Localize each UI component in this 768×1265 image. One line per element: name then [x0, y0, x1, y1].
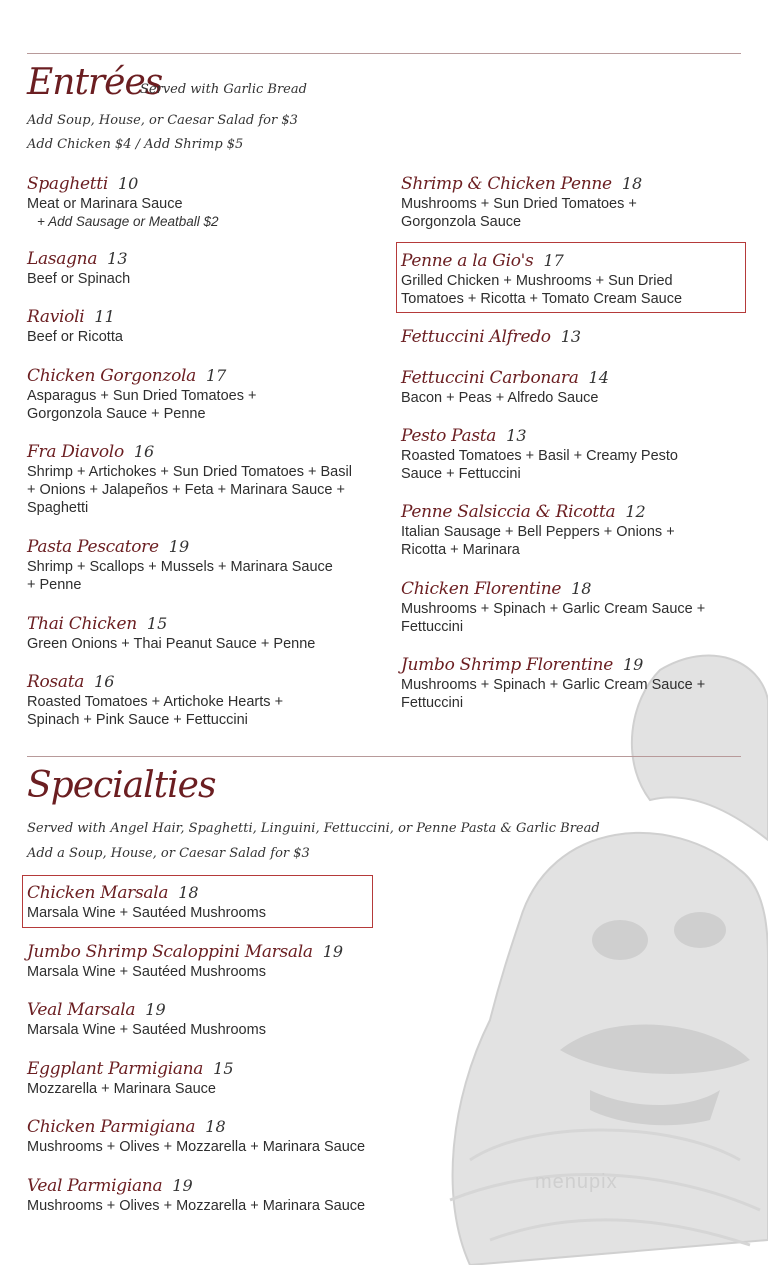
menu-item-chicken-gorgonzola — [27, 365, 367, 423]
item-price: 15 — [146, 614, 168, 633]
item-addon: + Add Sausage or Meatball $2 — [37, 214, 219, 229]
item-price: 10 — [117, 174, 139, 193]
item-price: 12 — [625, 502, 646, 521]
menu-item-fra-diavolo — [27, 441, 367, 517]
menu-item-jumbo-shrimp-florentine — [401, 654, 741, 712]
item-name: Ravioli — [27, 307, 85, 327]
item-price: 13 — [560, 327, 582, 346]
item-name: Veal Marsala — [27, 1000, 136, 1020]
item-price: 19 — [622, 655, 644, 674]
item-price: 14 — [588, 368, 609, 387]
item-price: 13 — [107, 249, 128, 268]
specialties-note-salad: Add a Soup, House, or Caesar Salad for $3 — [27, 846, 310, 861]
item-name: Chicken Parmigiana — [27, 1117, 196, 1137]
item-price: 18 — [178, 883, 199, 902]
item-price: 19 — [145, 1000, 166, 1019]
item-name: Jumbo Shrimp Florentine — [401, 655, 613, 675]
item-name: Chicken Marsala — [27, 883, 169, 903]
item-name: Thai Chicken — [27, 614, 137, 634]
item-name: Shrimp & Chicken Penne — [401, 174, 612, 194]
menu-item-chicken-marsala — [27, 882, 367, 922]
specialties-title: Specialties — [27, 765, 216, 806]
entrees-title: Entrées — [27, 62, 163, 103]
section-divider — [27, 756, 741, 757]
menu-item-pasta-pescatore — [27, 536, 367, 594]
top-divider — [27, 53, 741, 54]
item-description: Mushrooms + Olives + Mozzarella + Marinara Sauce — [27, 1198, 366, 1214]
item-name: Veal Parmigiana — [27, 1176, 163, 1196]
item-price: 19 — [168, 537, 190, 556]
item-description: Italian Sausage + Bell Peppers + Onions + Ricotta + Marinara — [401, 524, 675, 558]
menu-item-fettuccini-carbonara — [401, 367, 741, 407]
item-name: Penne a la Gio's — [401, 251, 534, 271]
item-price: 17 — [206, 366, 227, 385]
menu-item-eggplant-parmigiana — [27, 1058, 367, 1098]
item-description: Marsala Wine + Sautéed Mushrooms — [27, 1022, 266, 1038]
entrees-note-addons: Add Chicken $4 / Add Shrimp $5 — [27, 137, 244, 152]
item-description: Beef or Ricotta — [27, 329, 123, 345]
item-name: Pasta Pescatore — [27, 537, 159, 557]
item-name: Lasagna — [27, 249, 98, 269]
item-name: Fra Diavolo — [27, 442, 124, 462]
item-price: 11 — [94, 307, 115, 326]
item-description: Beef or Spinach — [27, 271, 131, 287]
item-price: 17 — [543, 251, 564, 270]
item-description: Mushrooms + Olives + Mozzarella + Marinara Sauce — [27, 1139, 366, 1155]
item-description: Shrimp + Artichokes + Sun Dried Tomatoes + Basil + Onions + Jalapeños + Feta + Marinara Sauce + Spaghetti — [27, 464, 352, 516]
item-price: 19 — [172, 1176, 193, 1195]
item-price: 18 — [571, 579, 592, 598]
entrees-subtitle: Served with Garlic Bread — [140, 82, 307, 97]
item-description: Roasted Tomatoes + Basil + Creamy Pesto Sauce + Fettuccini — [401, 448, 678, 482]
watermark: menupix — [535, 1171, 618, 1193]
item-description: Mushrooms + Sun Dried Tomatoes + Gorgonzola Sauce — [401, 196, 637, 230]
item-name: Rosata — [27, 672, 85, 692]
menu-item-fettuccini-alfredo — [401, 326, 741, 348]
item-description: Roasted Tomatoes + Artichoke Hearts + Spinach + Pink Sauce + Fettuccini — [27, 694, 284, 728]
item-price: 18 — [205, 1117, 226, 1136]
menu-item-chicken-parmigiana — [27, 1116, 447, 1156]
item-price: 16 — [133, 442, 155, 461]
item-price: 15 — [213, 1059, 234, 1078]
menu-item-lasagna — [27, 248, 367, 288]
item-price: 19 — [322, 942, 344, 961]
menu-item-veal-marsala — [27, 999, 367, 1039]
item-description: Grilled Chicken + Mushrooms + Sun Dried Tomatoes + Ricotta + Tomato Cream Sauce — [401, 273, 683, 307]
item-name: Chicken Gorgonzola — [27, 366, 196, 386]
item-name: Fettuccini Alfredo — [401, 327, 551, 347]
menu-item-pesto-pasta — [401, 425, 741, 483]
item-name: Spaghetti — [27, 174, 108, 194]
item-description: Mushrooms + Spinach + Garlic Cream Sauce + Fettuccini — [401, 601, 706, 635]
specialties-note-pasta: Served with Angel Hair, Spaghetti, Linguini, Fettuccini, or Penne Pasta & Garlic Bread — [27, 821, 600, 836]
menu-item-spaghetti — [27, 173, 367, 230]
item-description: Marsala Wine + Sautéed Mushrooms — [27, 905, 266, 921]
menu-item-shrimp-chicken-penne — [401, 173, 741, 231]
menu-item-veal-parmigiana — [27, 1175, 447, 1215]
item-description: Mushrooms + Spinach + Garlic Cream Sauce + Fettuccini — [401, 677, 706, 711]
item-description: Bacon + Peas + Alfredo Sauce — [401, 390, 599, 406]
item-description: Asparagus + Sun Dried Tomatoes + Gorgonzola Sauce + Penne — [27, 388, 257, 422]
menu-item-jumbo-shrimp-scaloppini-marsala — [27, 941, 367, 981]
item-name: Eggplant Parmigiana — [27, 1059, 204, 1079]
item-description: Mozzarella + Marinara Sauce — [27, 1081, 216, 1097]
item-name: Chicken Florentine — [401, 579, 562, 599]
item-price: 13 — [506, 426, 527, 445]
item-description: Green Onions + Thai Peanut Sauce + Penne — [27, 636, 316, 652]
item-description: Marsala Wine + Sautéed Mushrooms — [27, 964, 266, 980]
menu-item-rosata — [27, 671, 367, 729]
item-name: Pesto Pasta — [401, 426, 497, 446]
item-name: Fettuccini Carbonara — [401, 368, 579, 388]
menu-item-thai-chicken — [27, 613, 367, 653]
item-description: Meat or Marinara Sauce — [27, 196, 183, 212]
item-price: 16 — [94, 672, 115, 691]
menu-item-penne-a-la-gios — [401, 250, 741, 308]
item-price: 18 — [621, 174, 643, 193]
item-description: Shrimp + Scallops + Mussels + Marinara Sauce + Penne — [27, 559, 333, 593]
entrees-note-salad: Add Soup, House, or Caesar Salad for $3 — [27, 113, 298, 128]
menu-item-penne-salsiccia-ricotta — [401, 501, 741, 559]
menu-item-ravioli — [27, 306, 367, 346]
menu-item-chicken-florentine — [401, 578, 741, 636]
item-name: Jumbo Shrimp Scaloppini Marsala — [27, 942, 313, 962]
item-name: Penne Salsiccia & Ricotta — [401, 502, 616, 522]
